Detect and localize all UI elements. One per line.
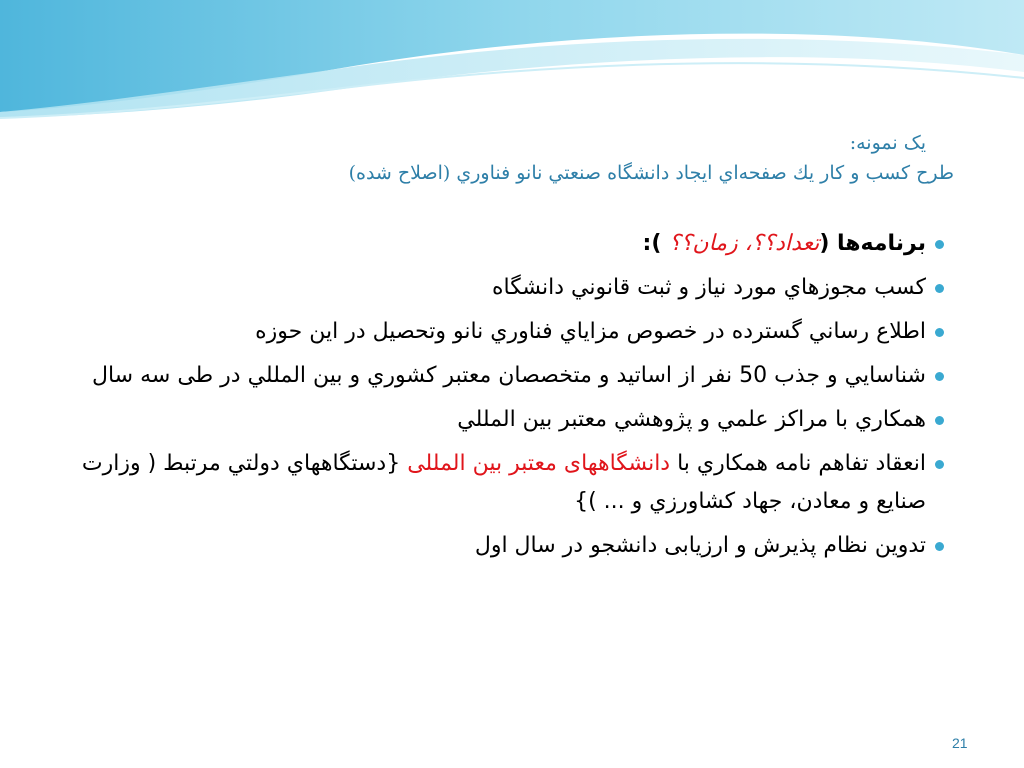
bullet-list — [70, 225, 944, 571]
programs-note: تعداد؟؟، زمان؟؟ — [669, 231, 820, 256]
bullet-text: همكاري با مراكز علمي و پژوهشي معتبر بين المللي — [457, 407, 926, 432]
bullet-dot-icon — [935, 328, 944, 337]
agreements-red: دانشگاههای معتبر بين المللی — [407, 451, 671, 476]
bullet-text: كسب مجوزهاي مورد نياز و ثبت قانوني دانشگاه — [491, 275, 926, 300]
bullet-dot-icon — [935, 284, 944, 293]
page-number: 21 — [952, 735, 968, 751]
bullet-item-recruitment — [70, 357, 944, 395]
slide-subtitle: یک نمونه: — [849, 132, 926, 154]
bullet-dot-icon — [935, 372, 944, 381]
bullet-item-agreements — [70, 445, 944, 521]
programs-label: برنامه‌ها ( — [819, 231, 926, 256]
bullet-dot-icon — [935, 542, 944, 551]
bullet-text: تدوين نظام پذيرش و ارزيابی دانشجو در سال اول — [474, 533, 926, 558]
bullet-item-awareness — [70, 313, 944, 351]
bullet-dot-icon — [935, 416, 944, 425]
bullet-text: شناسايي و جذب 50 نفر از اساتيد و متخصصان معتبر كشوري و بين المللي در طی سه سال — [91, 363, 926, 388]
agreements-post: {دستگاههاي دولتي مرتبط ( وزارت صنايع و معادن، جهاد كشاورزي و ... )} — [81, 451, 926, 514]
title-block — [40, 128, 964, 188]
bullet-text: اطلاع رساني گسترده در خصوص مزاياي فناوري نانو وتحصيل در اين حوزه — [255, 319, 926, 344]
agreements-pre: انعقاد تفاهم نامه همكاري با — [670, 451, 926, 476]
bullet-item-programs — [70, 225, 944, 263]
bullet-item-cooperation — [70, 401, 944, 439]
slide-title: طرح كسب و كار يك صفحه‌اي ايجاد دانشگاه صنعتي نانو فناوري (اصلاح شده) — [348, 162, 954, 184]
bullet-dot-icon — [935, 240, 944, 249]
bullet-dot-icon — [935, 460, 944, 469]
bullet-item-permits — [70, 269, 944, 307]
bullet-item-admission — [70, 527, 944, 565]
programs-tail: ): — [642, 231, 670, 256]
